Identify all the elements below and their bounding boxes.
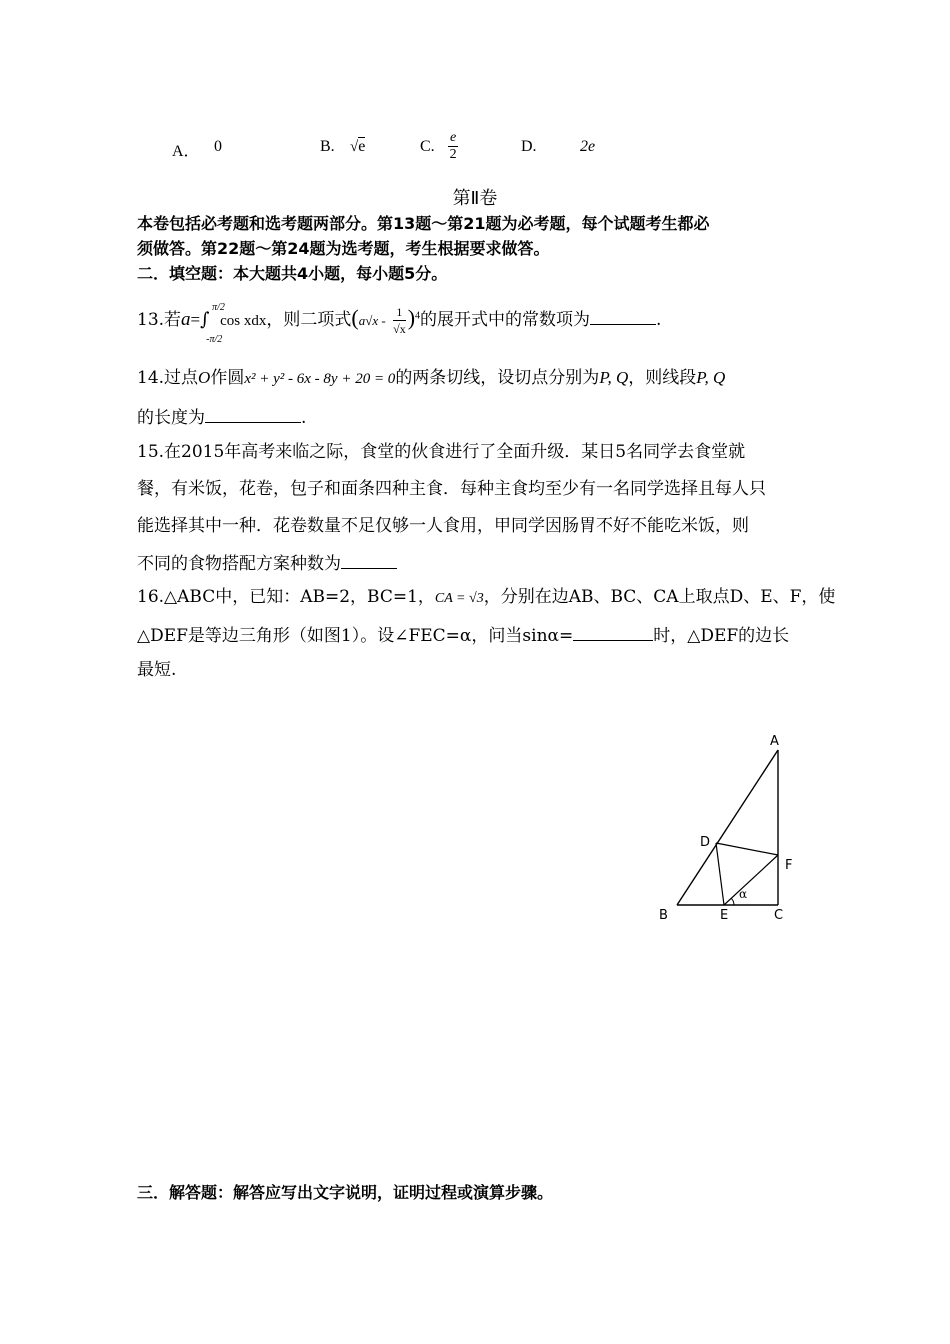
label-alpha: α bbox=[739, 887, 748, 901]
section-intro-line-1: 本卷包括必考题和选考题两部分。第13题～第21题为必考题，每个试题考生都必 bbox=[137, 214, 710, 233]
segment-ef bbox=[724, 855, 778, 905]
segment-de bbox=[716, 843, 724, 905]
question-15-line-2: 餐，有米饭，花卷，包子和面条四种主食．每种主食均至少有一名同学选择且每人只 bbox=[137, 479, 766, 499]
question-14-line-1: 14.过点O作圆x² + y² - 6x - 8y + 20 = 0的两条切线，设切点分别为P, Q，则线段P, Q bbox=[137, 368, 726, 388]
segment-df bbox=[716, 843, 778, 855]
question-13: 13.若a=∫ π/2 -π/2 cos xdx，则二项式(a√x - $\frac{1}{√x}$ )$^4$的展开式中的常数项为 . bbox=[137, 302, 662, 345]
fill-in-heading: 二．填空题：本大题共4小题，每小题5分。 bbox=[137, 264, 448, 283]
option-b-value: √e bbox=[350, 138, 366, 155]
question-15-line-4: 不同的食物搭配方案种数为 bbox=[137, 550, 397, 576]
label-f: F bbox=[785, 858, 793, 873]
section-title: 第Ⅱ卷 bbox=[452, 188, 498, 209]
question-16-line-2: △DEF是等边三角形（如图1）。设∠FEC=α，问当sinα= 时，△DEF的边长 bbox=[137, 622, 789, 648]
question-15-line-1: 15.在2015年高考来临之际，食堂的伙食进行了全面升级．某日5名同学去食堂就 bbox=[137, 442, 746, 462]
label-a: A bbox=[770, 734, 779, 749]
option-a-value: 0 bbox=[214, 138, 222, 155]
triangle-figure bbox=[650, 725, 810, 930]
option-b-label: B. bbox=[320, 138, 335, 155]
question-16-line-1: 16.△ABC中，已知：AB=2，BC=1，CA = √3，分别在边AB、BC、CA上取点D、E、F，使 bbox=[137, 587, 836, 607]
label-e: E bbox=[720, 908, 729, 923]
option-d-label: D. bbox=[521, 138, 537, 155]
option-a-label: A． bbox=[172, 143, 200, 160]
angle-arc bbox=[731, 898, 734, 905]
label-d: D bbox=[700, 835, 711, 850]
side-ab bbox=[677, 750, 778, 905]
question-16-line-3: 最短. bbox=[137, 660, 177, 680]
label-c: C bbox=[774, 908, 784, 923]
section-intro-line-2: 须做答。第22题～第24题为选考题，考生根据要求做答。 bbox=[137, 239, 550, 258]
question-14-line-2: 的长度为 . bbox=[137, 404, 306, 430]
option-d-value: 2e bbox=[580, 138, 596, 155]
label-b: B bbox=[659, 908, 668, 923]
question-15-line-3: 能选择其中一种．花卷数量不足仅够一人食用，甲同学因肠胃不好不能吃米饭，则 bbox=[137, 516, 749, 536]
option-c-label: C. bbox=[420, 138, 435, 155]
option-c-fraction: $\frac{e}{2}$ bbox=[449, 130, 457, 162]
answer-section-heading: 三．解答题：解答应写出文字说明，证明过程或演算步骤。 bbox=[137, 1183, 554, 1202]
